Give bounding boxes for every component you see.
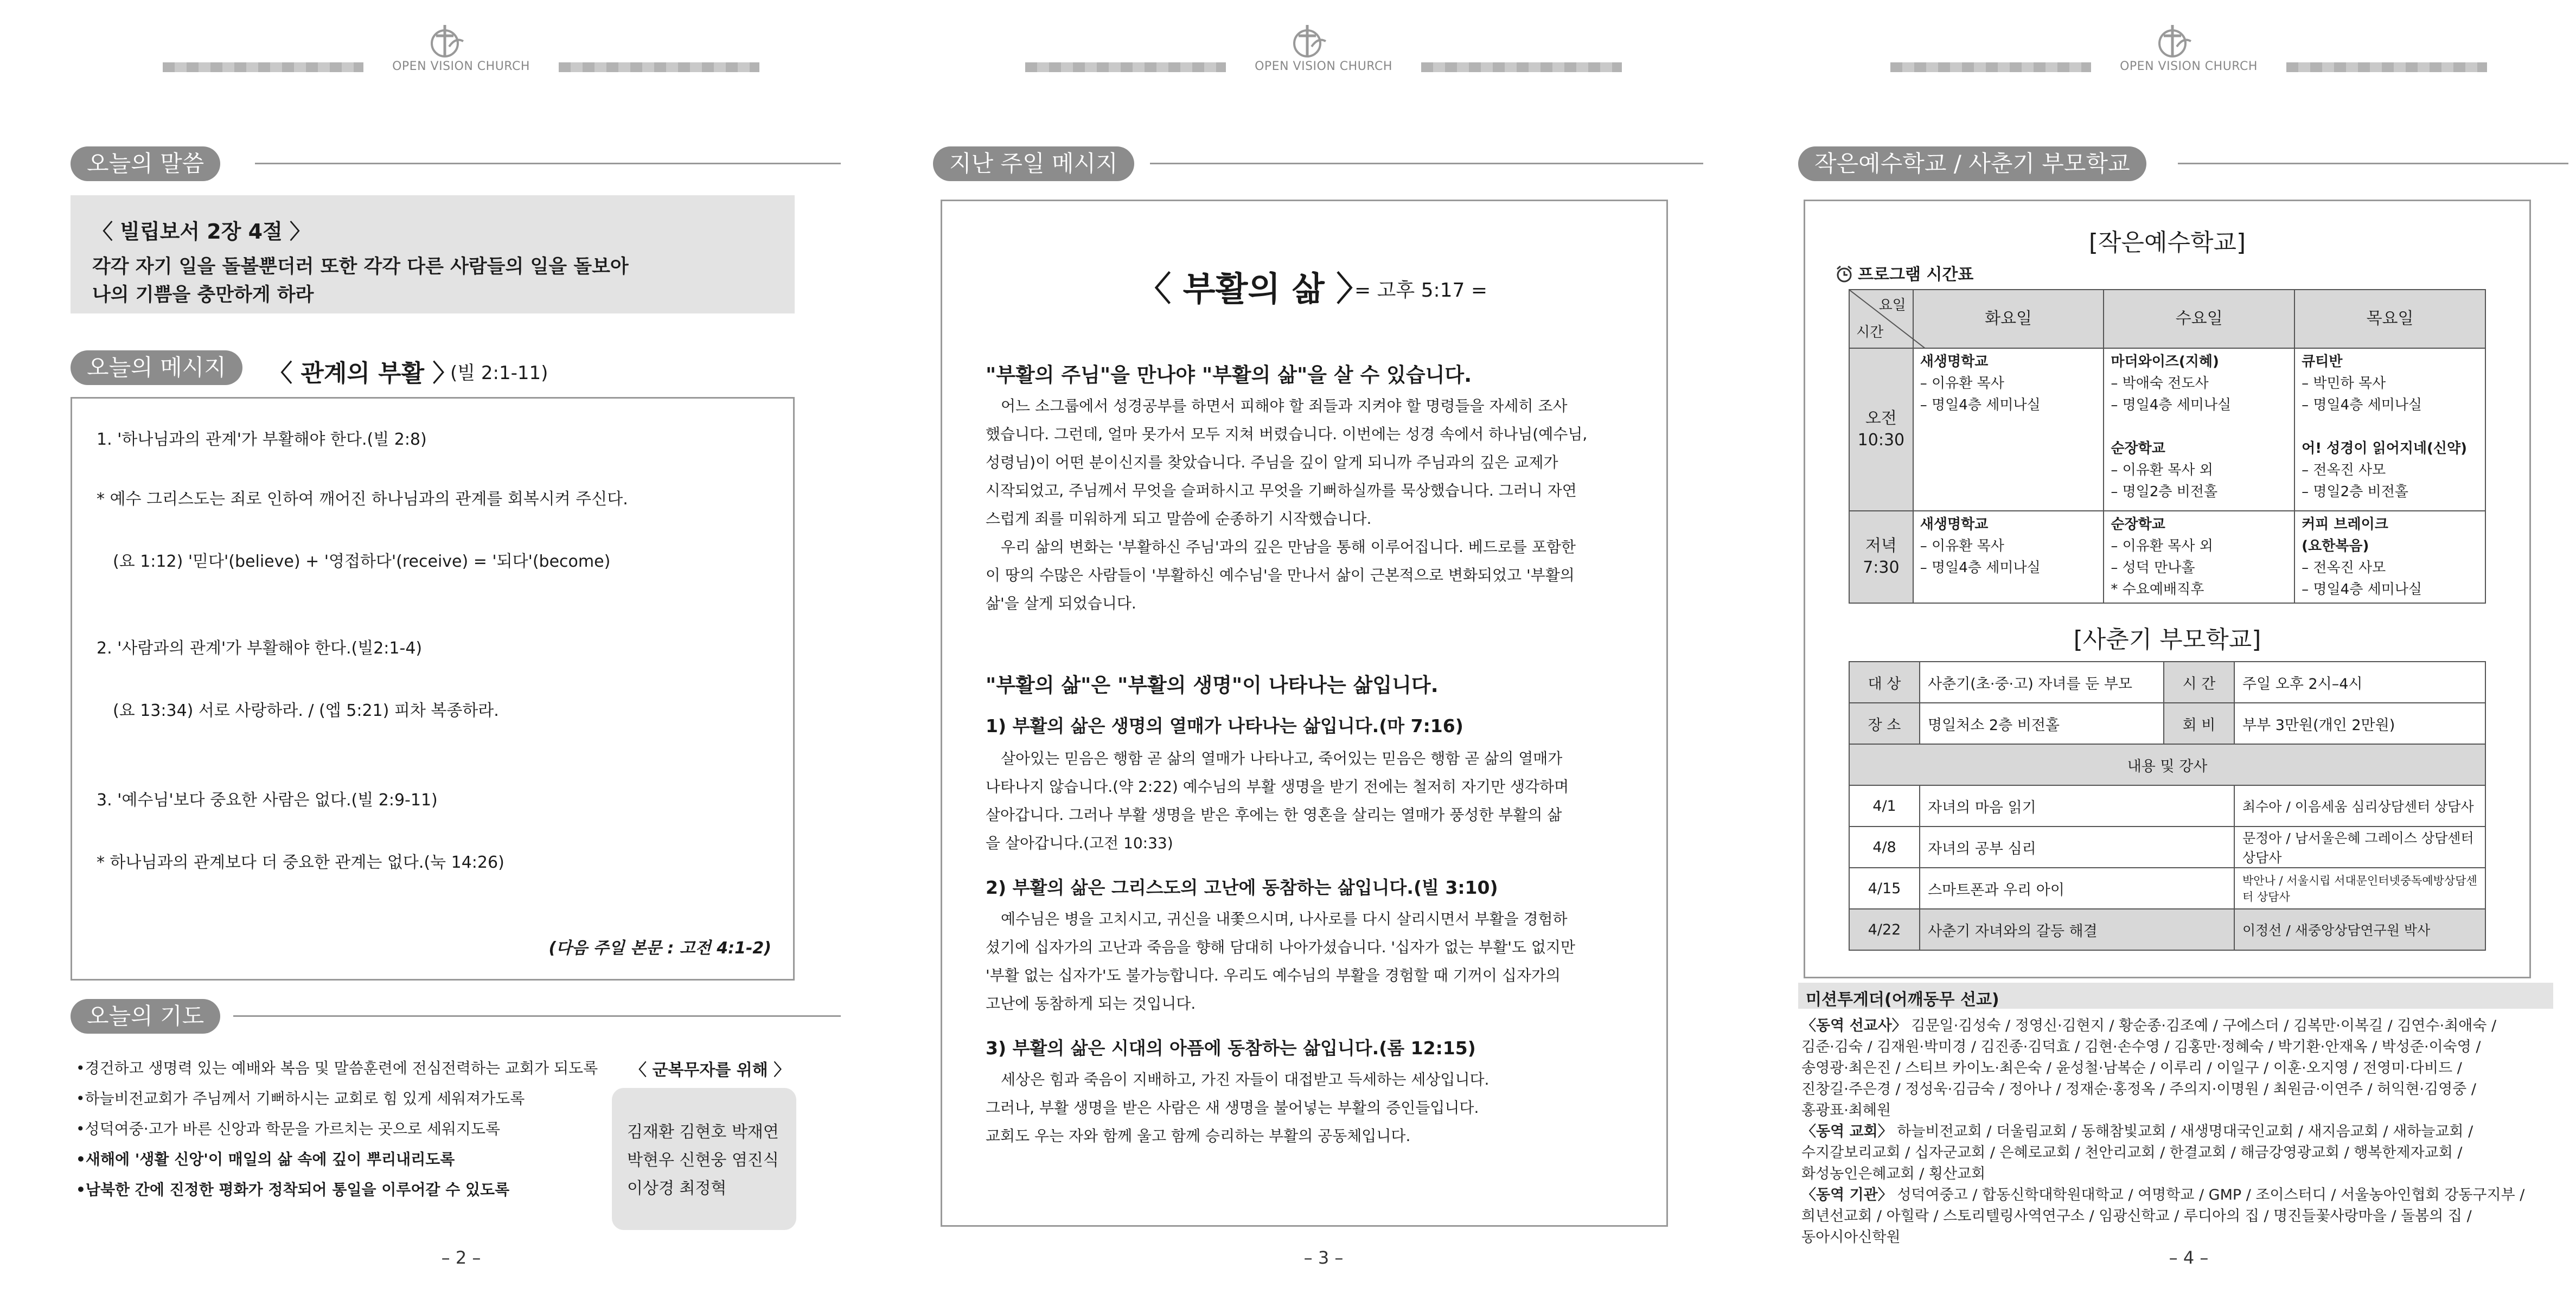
corner-time-label: 시간 [1856, 324, 1884, 341]
mission-line: 진창길·주은경 / 정성욱·김금숙 / 정아나 / 정재순·홍정옥 / 주의지·이명원 / 최원금·이연주 / 허익현·김영중 / [1801, 1081, 2476, 1098]
sermon-paragraph [986, 905, 1626, 1018]
place-value: 명일처소 2층 비전홀 [1920, 703, 2164, 744]
page-number: – 4 – [2169, 1247, 2209, 1268]
mission-title-bar [1798, 983, 2553, 1009]
section-title: 오늘의 메시지 [71, 350, 242, 385]
session-speaker: 문정아 / 남서울은혜 그레이스 상담센터 상담사 [2234, 827, 2485, 868]
day-header: 화요일 [1913, 290, 2104, 348]
section-divider [1150, 163, 1703, 164]
page-header [54, 22, 868, 76]
content-header: 내용 및 강사 [1849, 744, 2485, 785]
page-number: – 3 – [1303, 1247, 1344, 1268]
message-subject: 〈 관계의 부활 〉 [269, 360, 457, 387]
paragraph-line: 이 땅의 수많은 사람들이 '부활하신 예수님'을 만나서 삶이 근본적으로 변화되었고 '부활의 [986, 566, 1575, 584]
sermon-title: 〈 부활의 삶 〉 [1137, 269, 1370, 309]
sermon-subheading: 2) 부활의 삶은 그리스도의 고난에 동참하는 삶입니다.(빌 3:10) [986, 877, 1498, 898]
prayer-item: •성덕여중·고가 바른 신앙과 학문을 가르치는 곳으로 세워지도록 [76, 1120, 501, 1138]
parent-school-table [1849, 661, 2486, 951]
sermon-reference: = 고후 5:17 = [1354, 279, 1488, 302]
paragraph-line: 우리 삶의 변화는 '부활하신 주님'과의 깊은 만남을 통해 이루어집니다. 베드로를 포함한 [1001, 538, 1576, 556]
page-2 [54, 0, 868, 1294]
section-title: 작은예수학교 / 사춘기 부모학교 [1798, 146, 2146, 181]
schedule-cell: 새생명학교 – 이유환 목사 – 명일4층 세미나실 [1913, 511, 2104, 603]
target-label: 대 상 [1849, 662, 1920, 703]
session-speaker: 최수아 / 이음세움 심리상담센터 상담사 [2234, 785, 2485, 827]
message-point: 3. '예수님'보다 중요한 사람은 없다.(빌 2:9-11) [97, 791, 438, 810]
church-logo-icon [1291, 22, 1329, 59]
paragraph-line: 성령님)이 어떤 분이신지를 찾았습니다. 주님을 깊이 알게 되니까 주님과의 깊은 교제가 [986, 453, 1558, 471]
table-corner [1849, 290, 1913, 348]
session-row [1849, 868, 2485, 909]
verse-box [71, 195, 795, 313]
session-date: 4/1 [1849, 785, 1920, 827]
session-row [1849, 785, 2485, 827]
schools-box [1804, 200, 2531, 978]
session-topic: 사춘기 자녀와의 갈등 해결 [1920, 909, 2234, 950]
sermon-paragraph [986, 392, 1626, 618]
paragraph-line: 삶'을 살게 되었습니다. [986, 594, 1136, 612]
paragraph-line: 시작되었고, 주님께서 무엇을 슬퍼하시고 무엇을 기뻐하실까를 묵상했습니다. 그러니 자연 [986, 482, 1577, 499]
message-point: (요 13:34) 서로 사랑하라. / (엡 5:21) 피차 복종하라. [113, 701, 499, 720]
alarm-clock-icon [1835, 265, 1853, 283]
section-divider [233, 1015, 841, 1017]
page-header [1782, 22, 2576, 76]
session-row [1849, 909, 2485, 950]
mission-group: 〈동역 기관〉 성덕여중고 / 합동신학대학원대학교 / 여명학교 / GMP / 조이스터디 / 서울농아인협회 강동구지부 / [1801, 1187, 2525, 1203]
military-names: 박현우 신현웅 염진식 [627, 1151, 779, 1170]
section-divider [255, 163, 841, 164]
message-point: 1. '하나님과의 관계'가 부활해야 한다.(빌 2:8) [97, 430, 427, 449]
header-bar-left [1890, 62, 2091, 72]
session-date: 4/22 [1849, 909, 1920, 950]
mission-line: 홍광표·최혜원 [1801, 1102, 1891, 1119]
mission-group: 〈동역 교회〉 하늘비전교회 / 더울림교회 / 동해참빛교회 / 새생명대국인교회 / 새지음교회 / 새하늘교회 / [1801, 1123, 2473, 1140]
church-logo-icon [429, 22, 466, 59]
header-bar-left [1025, 62, 1226, 72]
page-4 [1782, 0, 2576, 1294]
message-point: * 하나님과의 관계보다 더 중요한 관계는 없다.(눅 14:26) [97, 853, 504, 872]
prayer-item: •경건하고 생명력 있는 예배와 복음 및 말씀훈련에 전심전력하는 교회가 되도록 [76, 1059, 598, 1077]
session-row [1849, 827, 2485, 868]
sermon-heading: "부활의 삶"은 "부활의 생명"이 나타나는 삶입니다. [986, 674, 1439, 697]
section-todays-prayer [71, 999, 841, 1034]
mission-list [1801, 1015, 2561, 1248]
mission-line: 화성농인은혜교회 / 횡산교회 [1801, 1165, 1986, 1182]
mission-line: 송영광·최은진 / 스티브 카이노·최은숙 / 윤성철·남복순 / 이루리 / 이일구 / 이훈·오지영 / 전영미·다비드 / [1801, 1060, 2462, 1077]
message-point: (요 1:12) '믿다'(believe) + '영접하다'(receive) = '되다'(become) [113, 552, 611, 571]
mission-group: 〈동역 선교사〉 김문일·김성숙 / 정영신·김현지 / 황순종·김조예 / 구에스더 / 김복만·이복길 / 김연수·최애숙 / [1801, 1017, 2497, 1034]
church-name: OPEN VISION CHURCH [1255, 60, 1392, 73]
session-speaker: 이정선 / 새중앙상담연구원 박사 [2234, 909, 2485, 950]
paragraph-line: '부활 없는 십자가'도 불가능합니다. 우리도 예수님의 부활을 경험할 때 기꺼이 십자가의 [986, 966, 1561, 984]
header-bar-right [559, 62, 759, 72]
mission-title: 미션투게더(어깨동무 선교) [1806, 990, 1999, 1009]
page-number: – 2 – [441, 1247, 481, 1268]
sermon-subheading: 3) 부활의 삶은 시대의 아픔에 동참하는 삶입니다.(롬 12:15) [986, 1037, 1476, 1059]
verse-line: 나의 기쁨을 충만하게 하라 [92, 284, 314, 306]
section-divider [2178, 163, 2568, 164]
section-schools [1798, 146, 2568, 181]
message-reference: (빌 2:1-11) [450, 362, 548, 384]
section-title: 오늘의 말씀 [71, 146, 220, 181]
time-label: 시 간 [2164, 662, 2234, 703]
paragraph-line: 교회도 우는 자와 함께 울고 함께 승리하는 부활의 공동체입니다. [986, 1127, 1411, 1145]
session-date: 4/8 [1849, 827, 1920, 868]
section-todays-word [71, 146, 841, 181]
header-bar-right [1421, 62, 1622, 72]
session-topic: 자녀의 공부 심리 [1920, 827, 2234, 868]
place-label: 장 소 [1849, 703, 1920, 744]
message-point: 2. '사람과의 관계'가 부활해야 한다.(빌2:1-4) [97, 639, 423, 658]
fee-label: 회 비 [2164, 703, 2234, 744]
paragraph-line: 을 살아갑니다.(고전 10:33) [986, 834, 1173, 852]
schedule-cell: 새생명학교 – 이유환 목사 – 명일4층 세미나실 [1913, 348, 2104, 511]
schedule-cell: 순장학교 – 이유환 목사 외 – 성덕 만나홀 * 수요예배직후 [2104, 511, 2294, 603]
section-todays-message [71, 350, 841, 385]
schedule-label [1835, 261, 1973, 285]
sermon-box [941, 200, 1668, 1227]
prayer-item: •하늘비전교회가 주님께서 기뻐하시는 교회로 힘 있게 세워져가도록 [76, 1090, 525, 1107]
schedule-cell: 마더와이즈(지혜) – 박애숙 전도사 – 명일4층 세미나실 순장학교 – 이유환 목사 외 – 명일2층 비전홀 [2104, 348, 2294, 511]
paragraph-line: 그러나, 부활 생명을 받은 사람은 새 생명을 불어넣는 부활의 증인들입니다. [986, 1099, 1479, 1117]
section-title: 지난 주일 메시지 [933, 146, 1134, 181]
paragraph-line: 나타나지 않습니다.(약 2:22) 예수님의 부활 생명을 받기 전에는 철저히 자기만 생각하며 [986, 778, 1569, 796]
mission-line: 수지갈보리교회 / 십자군교회 / 은혜로교회 / 천안리교회 / 한결교회 / 해금강영광교회 / 행복한제자교회 / [1801, 1144, 2463, 1161]
sermon-subheading: 1) 부활의 삶은 생명의 열매가 나타나는 삶입니다.(마 7:16) [986, 715, 1463, 736]
sermon-paragraph [986, 1066, 1626, 1150]
parent-school-title: [사춘기 부모학교] [2073, 626, 2261, 654]
prayer-item: •새해에 '생활 신앙'이 매일의 삶 속에 깊이 뿌리내리도록 [76, 1150, 455, 1168]
day-header: 목요일 [2294, 290, 2485, 348]
church-name: OPEN VISION CHURCH [392, 60, 530, 73]
military-title: 〈 군복무자를 위해 〉 [630, 1061, 790, 1080]
paragraph-line: 고난에 동참하게 되는 것입니다. [986, 995, 1196, 1013]
time-label: 저녁 7:30 [1849, 511, 1913, 603]
session-topic: 스마트폰과 우리 아이 [1920, 868, 2234, 909]
military-names: 김재환 김현호 박재연 [627, 1123, 779, 1142]
paragraph-line: 세상은 힘과 죽음이 지배하고, 가진 자들이 대접받고 득세하는 세상입니다. [1001, 1071, 1490, 1088]
schedule-cell: 큐티반 – 박민하 목사 – 명일4층 세미나실 어! 성경이 읽어지네(신약) – 전옥진 사모 – 명일2층 비전홀 [2294, 348, 2485, 511]
paragraph-line: 어느 소그룹에서 성경공부를 하면서 피해야 할 죄들과 지켜야 할 명령들을 자세히 조사 [1001, 397, 1568, 415]
church-logo-icon [2156, 22, 2194, 59]
time-value: 주일 오후 2시–4시 [2234, 662, 2485, 703]
prayer-item: •남북한 간에 진정한 평화가 정착되어 통일을 이루어갈 수 있도록 [76, 1181, 510, 1199]
fee-value: 부부 3만원(개인 2만원) [2234, 703, 2485, 744]
military-names: 이상경 최정혁 [627, 1179, 727, 1198]
page-header [917, 22, 1730, 76]
session-topic: 자녀의 마음 읽기 [1920, 785, 2234, 827]
paragraph-line: 살아갑니다. 그러나 부활 생명을 받은 후에는 한 영혼을 살리는 열매가 풍성한 부활의 삶 [986, 806, 1562, 824]
church-name: OPEN VISION CHURCH [2120, 60, 2258, 73]
page-3 [917, 0, 1730, 1294]
day-header: 수요일 [2104, 290, 2294, 348]
header-bar-left [163, 62, 363, 72]
paragraph-line: 예수님은 병을 고치시고, 귀신을 내쫓으시며, 나사로를 다시 살리시면서 부활을 경험하 [1001, 910, 1568, 928]
mission-line: 김준·김숙 / 김재원·박미경 / 김진종·김덕효 / 김현·손수영 / 김홍만·정혜숙 / 박기환·안재옥 / 박성준·이숙영 / [1801, 1039, 2481, 1055]
corner-day-label: 요일 [1878, 297, 1906, 313]
target-value: 사춘기(초·중·고) 자녀를 둔 부모 [1920, 662, 2164, 703]
message-point: * 예수 그리스도는 죄로 인하여 깨어진 하나님과의 관계를 회복시켜 주신다. [97, 490, 628, 509]
sermon-paragraph [986, 745, 1626, 857]
message-box [71, 397, 795, 981]
military-box [612, 1088, 796, 1230]
paragraph-line: 했습니다. 그런데, 얼마 못가서 모두 지쳐 버렸습니다. 이번에는 성경 속에서 하나님(예수님, [986, 425, 1588, 443]
verse-line: 각각 자기 일을 돌볼뿐더러 또한 각각 다른 사람들의 일을 돌보아 [92, 256, 629, 278]
header-bar-right [2286, 62, 2487, 72]
session-date: 4/15 [1849, 868, 1920, 909]
mission-line: 희년선교회 / 아힐락 / 스토리텔링사역연구소 / 임광신학교 / 루디아의 집 / 명진들꽃사랑마을 / 돌봄의 집 / [1801, 1208, 2472, 1225]
sermon-heading: "부활의 주님"을 만나야 "부활의 삶"을 살 수 있습니다. [986, 363, 1472, 387]
paragraph-line: 셨기에 십자가의 고난과 죽음을 향해 담대히 나아가셨습니다. '십자가 없는 부활'도 없지만 [986, 938, 1576, 956]
paragraph-line: 살아있는 믿음은 행함 곧 삶의 열매가 나타나고, 죽어있는 믿음은 행함 곧 삶의 열매가 [1001, 750, 1563, 767]
schedule-label-text: 프로그램 시간표 [1858, 265, 1974, 284]
school-title: [작은예수학교] [2088, 229, 2246, 257]
next-sunday-text: (다음 주일 본문 : 고전 4:1-2) [548, 939, 771, 958]
mission-line: 동아시아신학원 [1801, 1229, 1901, 1246]
schedule-table [1849, 289, 2486, 604]
verse-reference: 〈 빌립보서 2장 4절 〉 [92, 220, 311, 244]
time-label: 오전 10:30 [1849, 348, 1913, 511]
section-last-message [933, 146, 1703, 181]
schedule-cell: 커피 브레이크 (요한복음) – 전옥진 사모 – 명일4층 세미나실 [2294, 511, 2485, 603]
section-title: 오늘의 기도 [71, 999, 220, 1034]
paragraph-line: 스럽게 죄를 미워하게 되고 말씀에 순종하기 시작했습니다. [986, 510, 1372, 528]
session-speaker: 박안나 / 서울시립 서대문인터넷중독예방상담센터 상담사 [2234, 868, 2485, 909]
